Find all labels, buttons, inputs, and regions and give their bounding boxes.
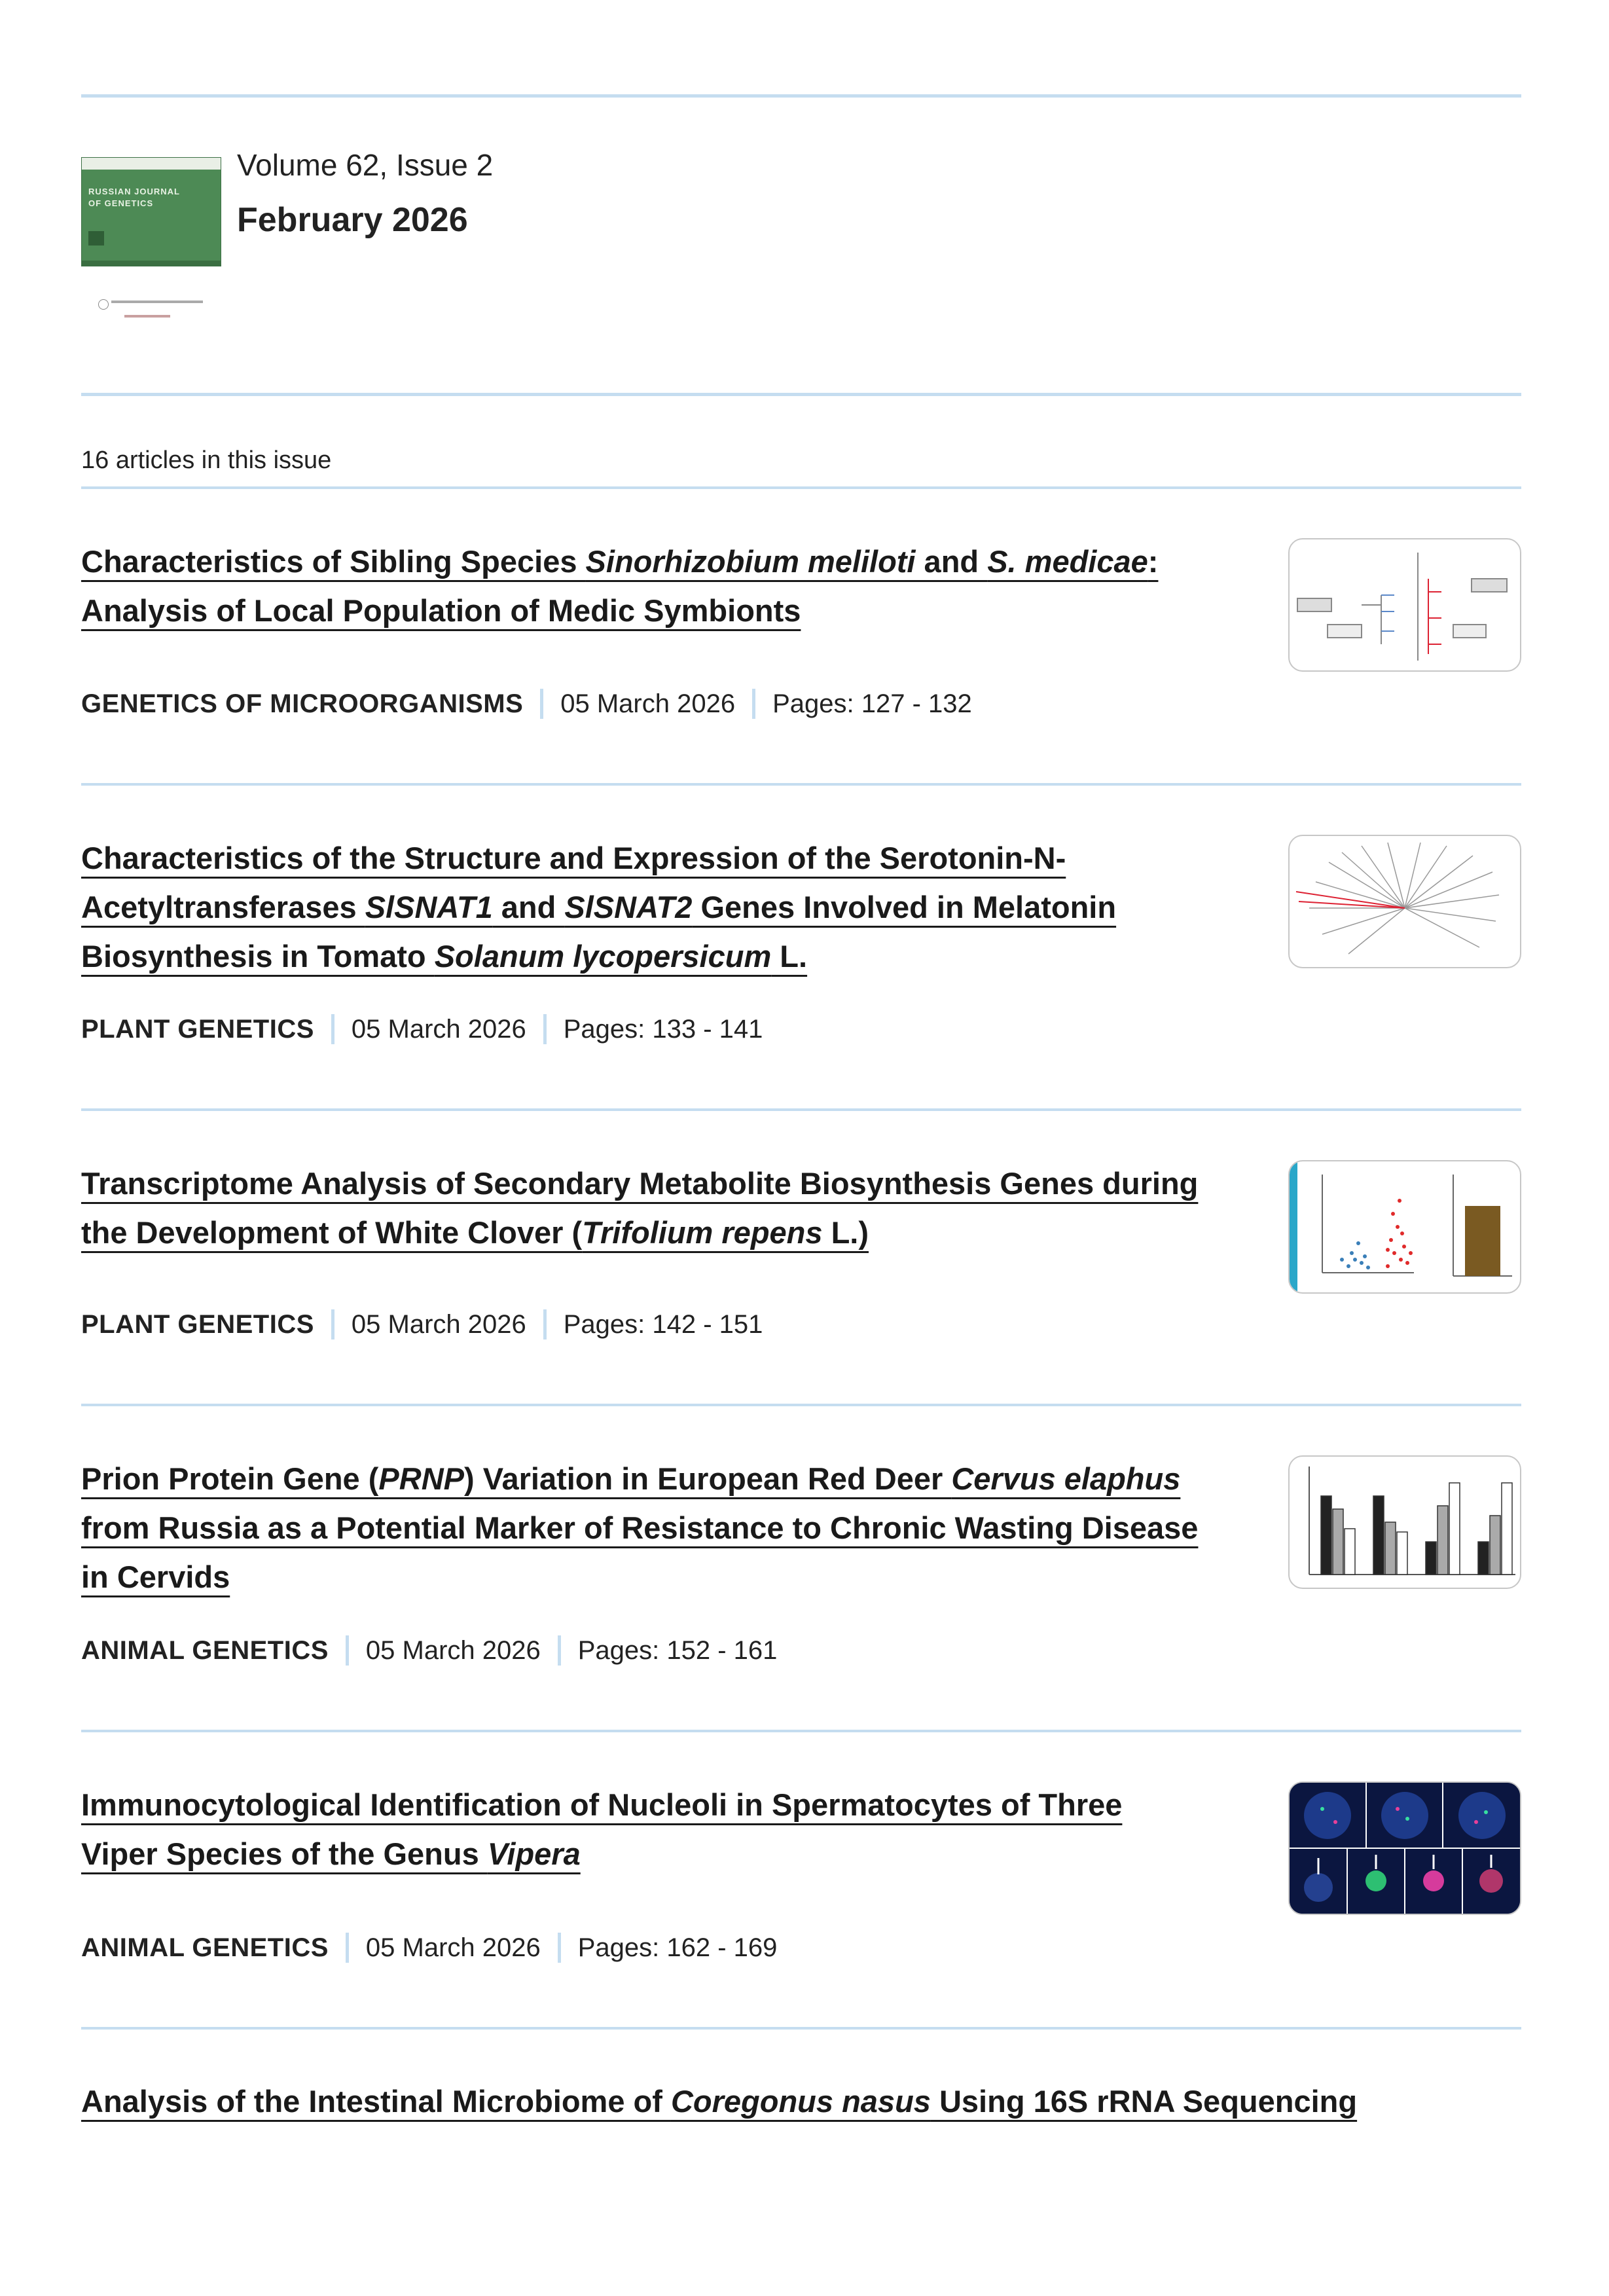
- article-title[interactable]: [81, 1159, 1207, 1257]
- meta-separator: [752, 689, 755, 719]
- header-bottom-divider: [81, 393, 1521, 396]
- article-title-italic-segment: Trifolium repens: [582, 1215, 823, 1250]
- article-title-italic-segment: Vipera: [487, 1836, 581, 1871]
- article-meta: [81, 1635, 777, 1666]
- article-title-segment: ) Variation in European Red Deer: [464, 1461, 952, 1496]
- article-title-segment: Characteristics of Sibling Species: [81, 544, 586, 579]
- meta-separator: [543, 1309, 547, 1339]
- article-title-segment: Transcriptome Analysis of Secondary Metabolite Biosynthesis Genes during the Development of White Clover (: [81, 1166, 1199, 1250]
- article-divider: [81, 1730, 1521, 1732]
- article-title-italic-segment: Sinorhizobium meliloti: [585, 544, 916, 579]
- tree-diagram-thumbnail[interactable]: [1288, 538, 1521, 672]
- article-date: 05 March 2026: [351, 1309, 526, 1339]
- journal-cover-image[interactable]: [81, 157, 221, 266]
- cover-title-line1: RUSSIAN JOURNAL: [88, 187, 180, 196]
- article-divider: [81, 1108, 1521, 1111]
- article-title-italic-segment: Solanum lycopersicum: [434, 939, 772, 974]
- article-title-segment: L.: [771, 939, 808, 974]
- meta-separator: [346, 1933, 349, 1963]
- phylogenetic-tree-thumbnail[interactable]: [1288, 835, 1521, 968]
- article-title-italic-segment: PRNP: [378, 1461, 464, 1496]
- article-title-segment: Genes Involved in Melatonin Biosynthesis in Tomato: [81, 890, 1117, 974]
- article-title-italic-segment: Cervus elaphus: [951, 1461, 1181, 1496]
- article-title-segment: and: [492, 890, 565, 924]
- meta-separator: [346, 1635, 349, 1666]
- article-pages: Pages: 127 - 132: [772, 689, 972, 718]
- cover-title-line2: OF GENETICS: [88, 198, 154, 208]
- meta-separator: [331, 1309, 334, 1339]
- article-title-italic-segment: SlSNAT2: [564, 890, 693, 924]
- article-title-link[interactable]: [81, 1787, 1122, 1871]
- article-meta: [81, 1309, 763, 1339]
- article-title-segment: Characteristics of the Structure and Expression of the Serotonin-N-Acetyltransferases: [81, 841, 1066, 924]
- article-title-link[interactable]: [81, 2084, 1357, 2119]
- article-date: 05 March 2026: [351, 1014, 526, 1044]
- meta-separator: [543, 1014, 547, 1044]
- article-date: 05 March 2026: [560, 689, 736, 718]
- article-title[interactable]: [81, 2077, 1521, 2126]
- article-category[interactable]: ANIMAL GENETICS: [81, 1635, 329, 1665]
- article-title-italic-segment: Coregonus nasus: [670, 2084, 931, 2119]
- article-title-link[interactable]: [81, 1166, 1198, 1250]
- meta-separator: [540, 689, 543, 719]
- article-title-italic-segment: SlSNAT1: [365, 890, 493, 924]
- list-top-divider: [81, 486, 1521, 489]
- article-category[interactable]: PLANT GENETICS: [81, 1014, 314, 1044]
- article-title-link[interactable]: [81, 1461, 1198, 1594]
- article-divider: [81, 783, 1521, 786]
- article-category[interactable]: PLANT GENETICS: [81, 1309, 314, 1339]
- article-title[interactable]: [81, 833, 1207, 981]
- article-divider: [81, 2027, 1521, 2030]
- article-title-segment: from Russia as a Potential Marker of Resistance to Chronic Wasting Disease in Cervids: [81, 1510, 1199, 1594]
- article-category[interactable]: ANIMAL GENETICS: [81, 1933, 329, 1962]
- article-divider: [81, 1404, 1521, 1406]
- meta-separator: [558, 1635, 561, 1666]
- meta-separator: [331, 1014, 334, 1044]
- article-title-italic-segment: S. medicae: [987, 544, 1148, 579]
- article-title-link[interactable]: [81, 841, 1116, 974]
- article-title[interactable]: [81, 1780, 1207, 1878]
- article-title-segment: Prion Protein Gene (: [81, 1461, 379, 1496]
- meta-separator: [558, 1933, 561, 1963]
- header-top-divider: [81, 94, 1521, 98]
- issue-volume: Volume 62, Issue 2: [237, 148, 494, 182]
- article-title[interactable]: [81, 537, 1207, 635]
- article-category[interactable]: GENETICS OF MICROORGANISMS: [81, 689, 524, 718]
- article-pages: Pages: 133 - 141: [563, 1014, 763, 1044]
- article-count: 16 articles in this issue: [81, 446, 332, 474]
- publisher-logo: [98, 298, 206, 324]
- article-date: 05 March 2026: [365, 1933, 541, 1962]
- article-date: 05 March 2026: [365, 1635, 541, 1665]
- article-title-segment: Immunocytological Identification of Nucleoli in Spermatocytes of Three Viper Species of the Genus: [81, 1787, 1123, 1871]
- article-pages: Pages: 142 - 151: [563, 1309, 763, 1339]
- article-title-segment: Analysis of the Intestinal Microbiome of: [81, 2084, 671, 2119]
- article-meta: [81, 689, 972, 719]
- article-pages: Pages: 152 - 161: [577, 1635, 778, 1665]
- article-title[interactable]: [81, 1454, 1207, 1601]
- article-title-link[interactable]: [81, 544, 1158, 628]
- article-meta: [81, 1933, 777, 1963]
- article-title-segment: : Analysis of Local Population of Medic Symbionts: [81, 544, 1159, 628]
- article-title-segment: L.): [822, 1215, 869, 1250]
- article-title-segment: and: [915, 544, 988, 579]
- issue-date: February 2026: [237, 201, 468, 239]
- article-pages: Pages: 162 - 169: [577, 1933, 778, 1962]
- bar-chart-thumbnail[interactable]: [1288, 1455, 1521, 1589]
- article-meta: [81, 1014, 763, 1044]
- volcano-plot-thumbnail[interactable]: [1288, 1160, 1521, 1294]
- microscopy-thumbnail[interactable]: [1288, 1781, 1521, 1915]
- article-title-segment: Using 16S rRNA Sequencing: [930, 2084, 1358, 2119]
